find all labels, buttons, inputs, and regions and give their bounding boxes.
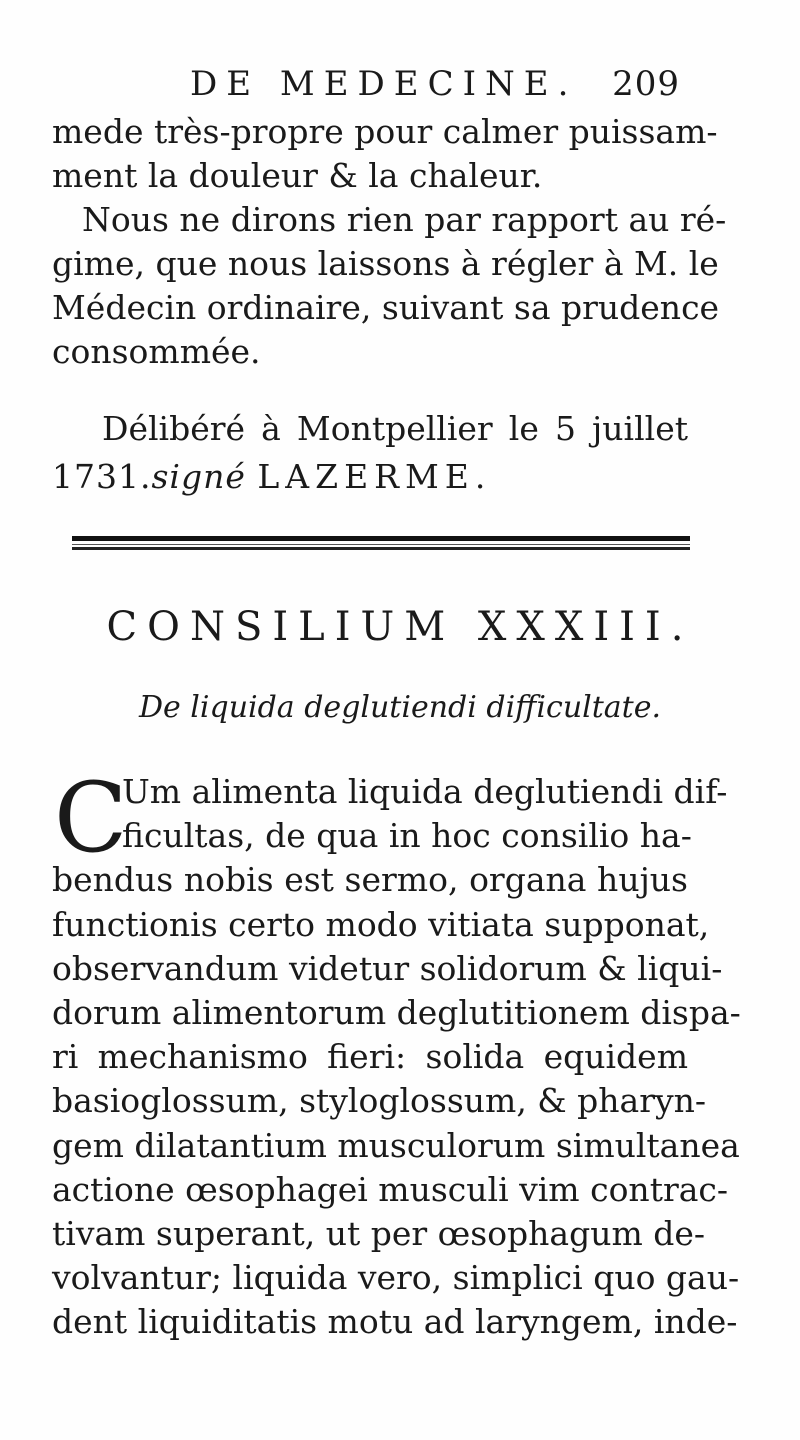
text-line: mede très-propre pour calmer puissam- <box>52 112 718 151</box>
consilium-body-text <box>52 762 741 1345</box>
running-head: DE MEDECINE. <box>190 64 578 104</box>
drop-capital: C <box>54 762 128 874</box>
deliberation-place-date: Délibéré à Montpellier le 5 juillet <box>102 409 688 448</box>
section-divider-rule <box>72 536 690 550</box>
text-line: gime, que nous laissons à régler à M. le <box>52 244 719 283</box>
section-title: CONSILIUM XXXIII. <box>106 604 694 650</box>
text-line: Um alimenta liquida deglutiendi dif- <box>122 772 728 811</box>
text-line: tivam superant, ut per œsophagum de- <box>52 1214 706 1254</box>
signer-name: LAZERME. <box>257 457 492 496</box>
text-line: ficultas, de qua in hoc consilio ha- <box>122 816 692 856</box>
text-line: basioglossum, styloglossum, & pharyn- <box>52 1081 707 1121</box>
text-line: volvantur; liquida vero, simplici quo gau- <box>52 1258 740 1298</box>
section-subtitle: De liquida deglutiendi difficultate. <box>138 690 662 725</box>
text-line: actione œsophagei musculi vim contrac- <box>52 1169 729 1209</box>
text-line: bendus nobis est sermo, organa hujus <box>52 860 688 900</box>
text-line: ri mechanismo fieri: solida equidem <box>52 1037 688 1077</box>
page-header <box>190 64 680 114</box>
text-line: gem dilatantium musculorum simultanea <box>52 1125 740 1165</box>
text-line: dent liquiditatis motu ad laryngem, inde- <box>52 1302 738 1342</box>
text-line: ment la douleur & la chaleur. <box>52 156 543 195</box>
deliberation-signed-line <box>52 453 688 501</box>
deliberation-signature <box>52 405 688 501</box>
text-line: Médecin ordinaire, suivant sa prudence <box>52 288 720 327</box>
text-line: observandum videtur solidorum & liqui- <box>52 948 723 988</box>
deliberation-year: 1731. <box>52 457 152 496</box>
signed-word: signé <box>151 457 246 496</box>
paragraph-continued <box>52 110 718 198</box>
paragraph-regime <box>52 198 727 374</box>
text-line: dorum alimentorum deglutitionem dispa- <box>52 993 741 1033</box>
text-line: consommée. <box>52 332 261 371</box>
text-line: functionis certo modo vitiata supponat, <box>52 904 710 944</box>
page-number: 209 <box>612 64 680 104</box>
text-line: Nous ne dirons rien par rapport au ré- <box>82 200 727 239</box>
